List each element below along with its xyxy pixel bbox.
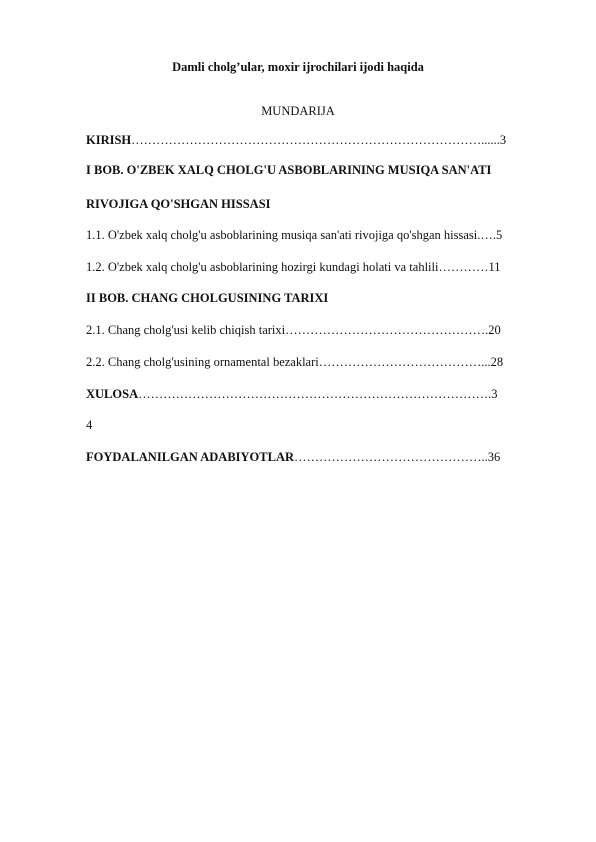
toc-entry-title: I BOB. O'ZBEK XALQ CHOLG'U ASBOBLARINING MUSIQA SAN'ATI: [86, 163, 492, 177]
toc-entry-text: 2.2. Chang cholg'usining ornamental bezaklari…………………………………...28: [86, 355, 504, 369]
toc-entry-text: 1.1. O'zbek xalq cholg'u asboblarining musiqa san'ati rivojiga qo'shgan hissasi.….5: [86, 228, 503, 242]
toc-entry-2-2: [86, 355, 503, 370]
toc-entry-leader: ………………………………………..36: [294, 450, 501, 464]
toc-heading: MUNDARIJA: [261, 104, 335, 118]
toc-entry-references: [86, 450, 500, 465]
toc-entry-title: FOYDALANILGAN ADABIYOTLAR: [86, 450, 295, 464]
toc-entry-title: KIRISH: [86, 133, 132, 147]
toc-entry-title: RIVOJIGA QO'SHGAN HISSASI: [86, 197, 271, 211]
toc-entry-title: II BOB. CHANG CHOLGUSINING TARIXI: [86, 291, 329, 305]
toc-entry-1-2: [86, 260, 501, 275]
document-title: Damli cholg’ular, moxir ijrochilari ijodi haqida: [172, 60, 424, 74]
toc-entry-title: XULOSA: [86, 387, 139, 401]
toc-entry-1-1: [86, 228, 502, 243]
toc-entry-text: 1.2. O'zbek xalq cholg'u asboblarining hozirgi kundagi holati va tahlili…………11: [86, 260, 501, 274]
toc-entry-chapter-1: [86, 163, 491, 178]
toc-entry-chapter-1-cont: [86, 197, 271, 212]
toc-entry-xulosa-page: [86, 418, 92, 433]
toc-entry-leader: …………………………………………………………………………......3: [131, 133, 507, 147]
toc-entry-text: 2.1. Chang cholg'usi kelib chiqish tarixi………………………………………….20: [86, 323, 501, 337]
toc-entry-leader: ………………………………………………………………………….3: [138, 387, 498, 401]
toc-entry-kirish: [86, 133, 506, 148]
toc-entry-2-1: [86, 323, 501, 338]
toc-entry-page-number: 4: [86, 418, 93, 432]
toc-entry-xulosa: [86, 387, 497, 402]
toc-entry-chapter-2: [86, 291, 328, 306]
